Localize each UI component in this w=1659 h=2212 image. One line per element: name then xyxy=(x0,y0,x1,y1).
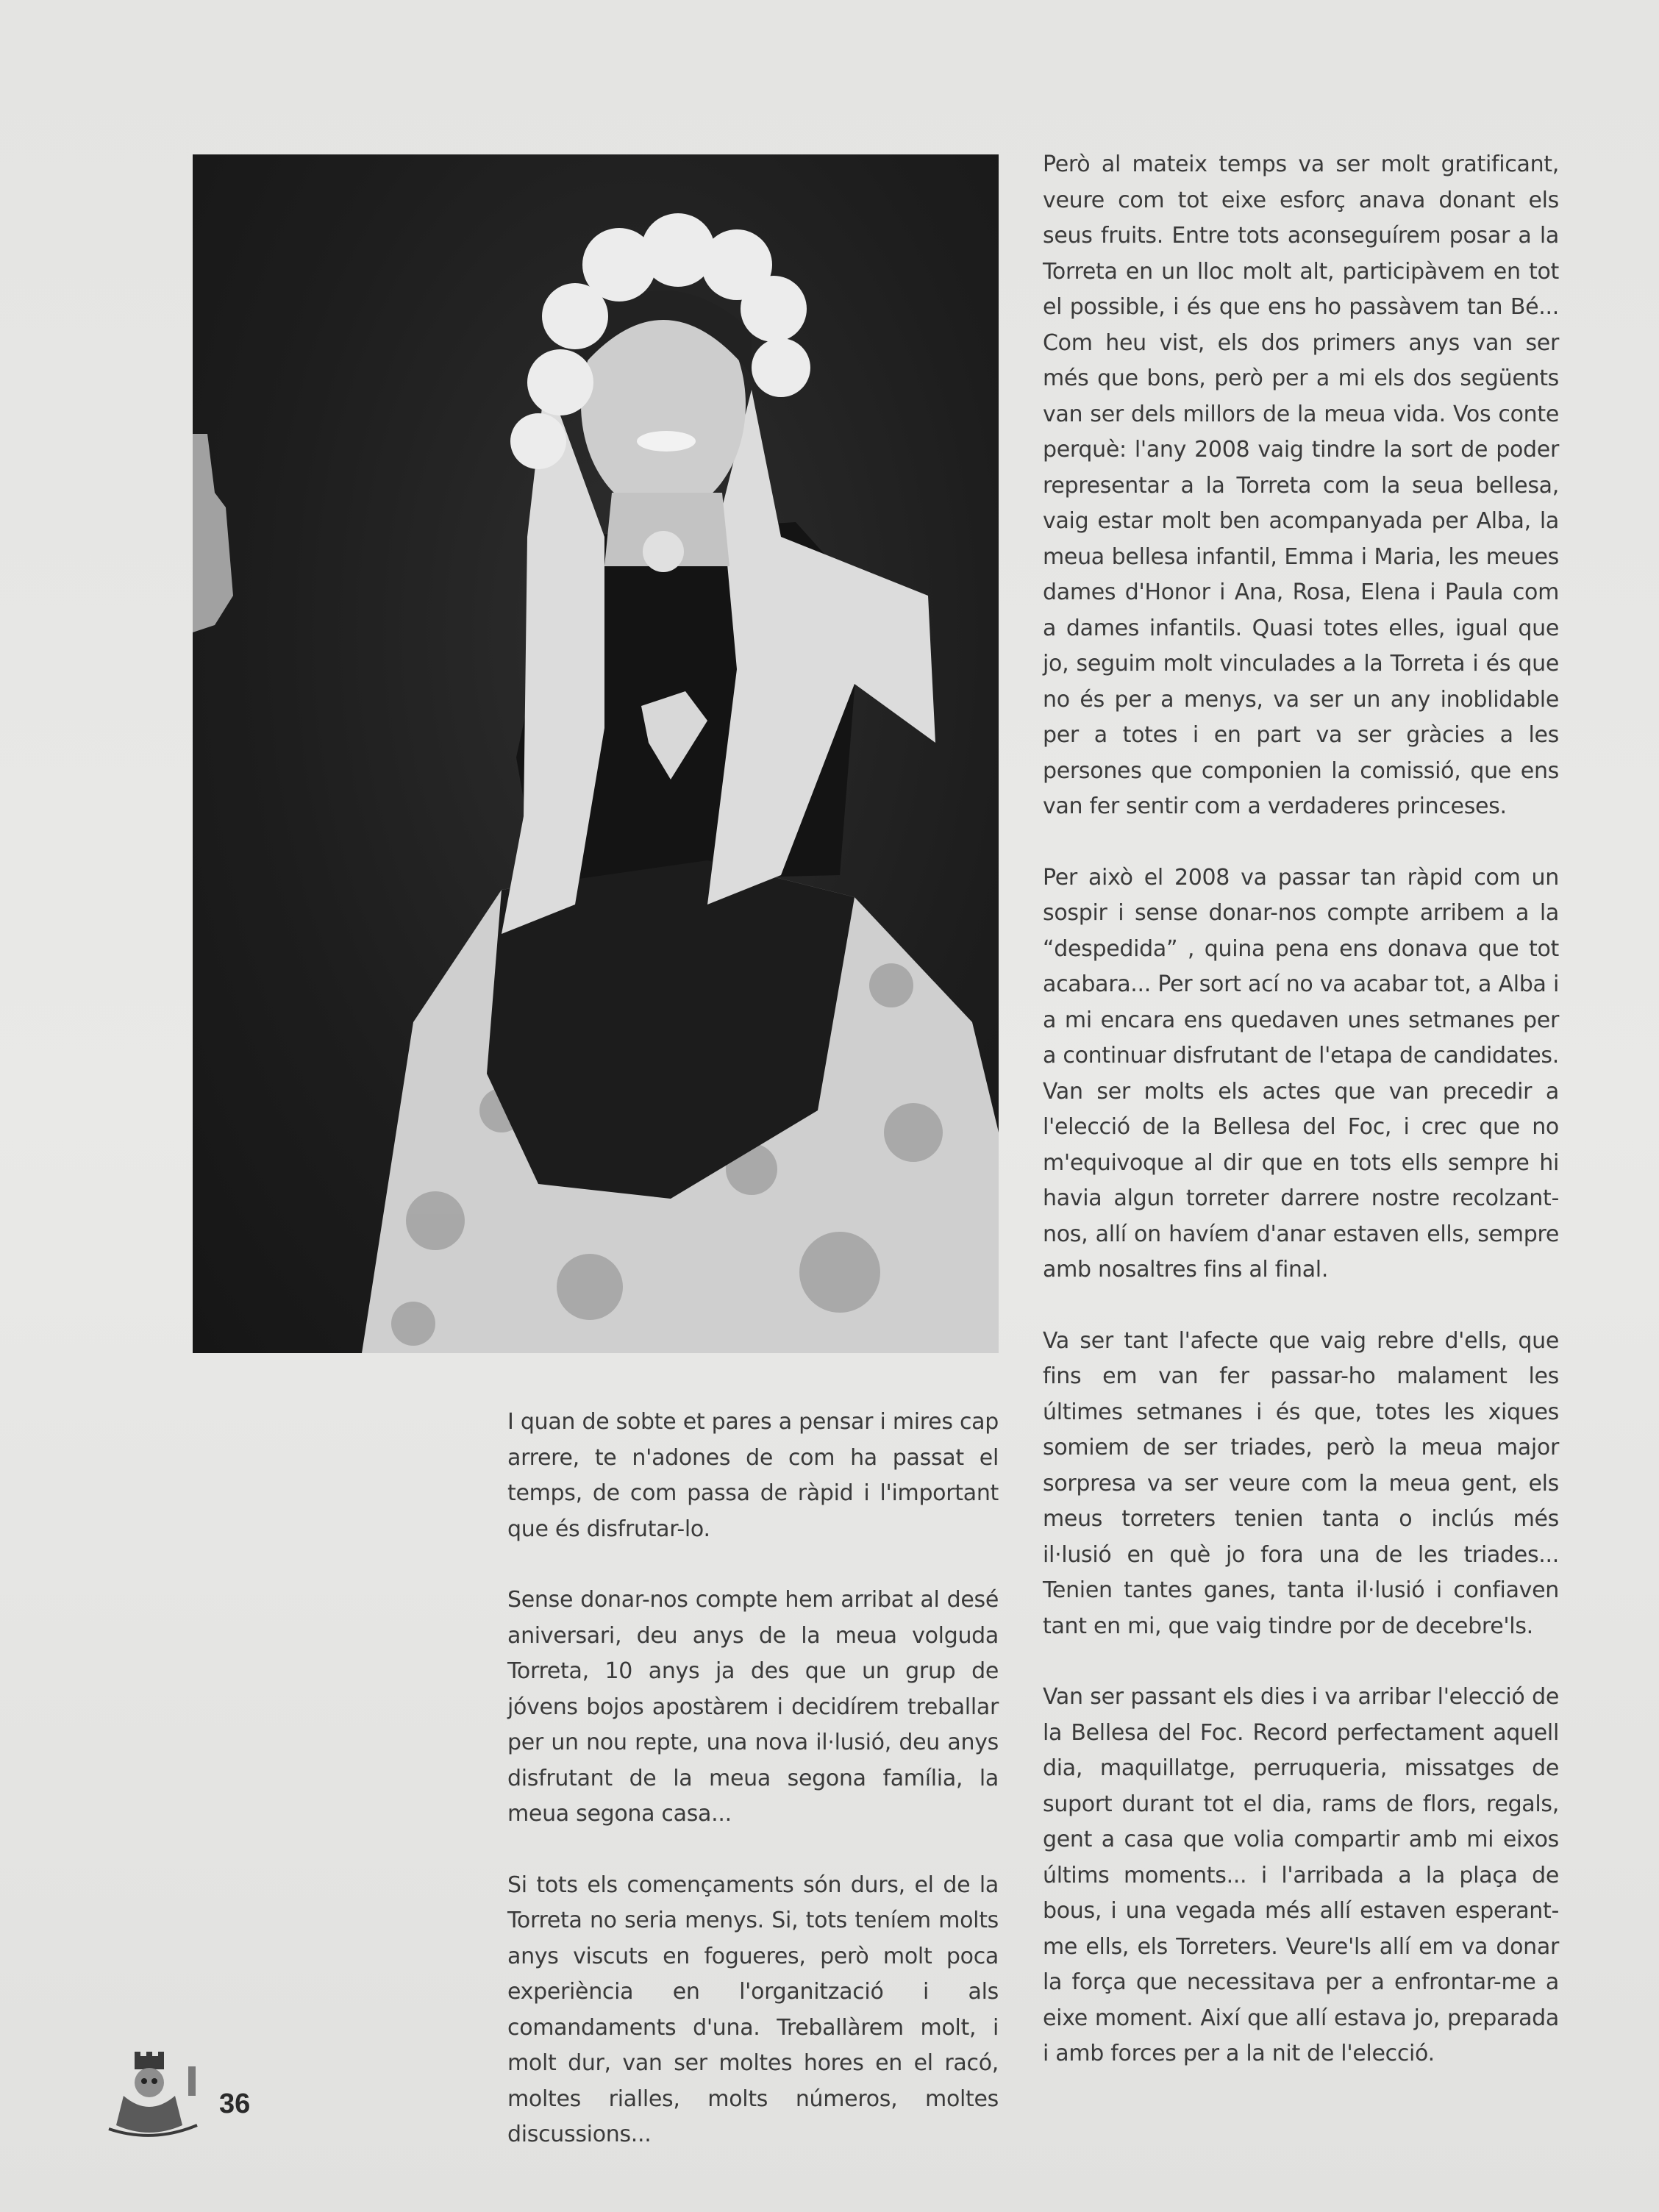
paragraph: Si tots els començaments són durs, el de la Torreta no seria menys. Si, tots teníem molts anys viscuts en fogueres, però molt poca experiència en l'organització i als comandaments d'una. Treballàrem molt, i molt dur, van ser moltes hores en el racó, moltes rialles, molts números, moltes discussions... xyxy=(507,1872,999,2147)
left-text-column xyxy=(507,1405,999,2188)
paragraph: Van ser passant els dies i va arribar l'elecció de la Bellesa del Foc. Record perfectament aquell dia, maquillatge, perruqueria, missatges de suport durant tot el dia, rams de flors, regals, gent a casa que volia compartir amb mi eixos últims moments... i l'arribada a la plaça de bous, i una vegada més allí estaven esperant-me ells, els Torreters. Veure'ls allí em va donar la força que necessitava per a enfrontar-me a eixe moment. Així que allí estava jo, preparada i amb forces per a la nit de l'elecció. xyxy=(1043,1684,1559,2066)
paragraph: Sense donar-nos compte hem arribat al desé aniversari, deu anys de la meua volguda Torreta, 10 anys ja des que un grup de jóvens bojos apostàrem i decidírem treballar per un nou repte, una nova il·lusió, deu anys disfrutant de la meua segona família, la meua segona casa... xyxy=(507,1587,999,1827)
page-number: 36 xyxy=(219,2088,251,2119)
bellesa-portrait-photo xyxy=(193,154,999,1353)
paragraph: I quan de sobte et pares a pensar i mires cap arrere, te n'adones de com ha passat el temps, de com passa de ràpid i l'important que és disfrutar-lo. xyxy=(507,1409,999,1542)
page-footer xyxy=(101,2052,322,2155)
paragraph: Va ser tant l'afecte que vaig rebre d'ells, que fins em van fer passar-ho malament les últimes setmanes i és que, totes les xiques somiem de ser triades, però la meua major sorpresa va ser veure com la meua gent, els meus torreters tenien tanta o inclús més il·lusió en què jo fora una de les triades... Tenien tantes ganes, tanta il·lusió i confiaven tant en mi, que vaig tindre por de decebre'ls. xyxy=(1043,1327,1559,1639)
right-text-column xyxy=(1043,147,1559,2108)
portrait-illustration xyxy=(193,154,999,1353)
paragraph: Però al mateix temps va ser molt gratificant, veure com tot eixe esforç anava donant els seus fruits. Entre tots aconseguírem posar a la Torreta en un lloc molt alt, participàvem en tot el possible, i és que ens ho passàvem tan Bé... Com heu vist, els dos primers anys van ser més que bons, però per a mi els dos següents van ser dels millors de la meua vida. Vos conte perquè: l'any 2008 vaig tindre la sort de poder representar a la Torreta com la seua bellesa, vaig estar molt ben acompanyada per Alba, la meua bellesa infantil, Emma i Maria, les meues dames d'Honor i Ana, Rosa, Elena i Paula com a dames infantils. Quasi totes elles, igual que jo, seguim molt vinculades a la Torreta i és que no és per a menys, va ser un any inoblidable per a totes i en part va ser gràcies a les persones que componien la comissió, que ens van fer sentir com a verdaderes princeses. xyxy=(1043,151,1559,819)
paragraph: Per això el 2008 va passar tan ràpid com un sospir i sense donar-nos compte arribem a la “despedida” , quina pena ens donava que tot acabara... Per sort ací no va acabar tot, a Alba i a mi encara ens quedaven unes setmanes per a continuar disfrutant de l'etapa de candidates. Van ser molts els actes que van precedir a l'elecció de la Bellesa del Foc, i crec que no m'equivoque al dir que en tots ells sempre hi havia algun torreter darrere nostre recolzant-nos, allí on havíem d'anar estaven ells, sempre amb nosaltres fins al final. xyxy=(1043,864,1559,1282)
torreta-logo-icon xyxy=(101,2052,204,2147)
